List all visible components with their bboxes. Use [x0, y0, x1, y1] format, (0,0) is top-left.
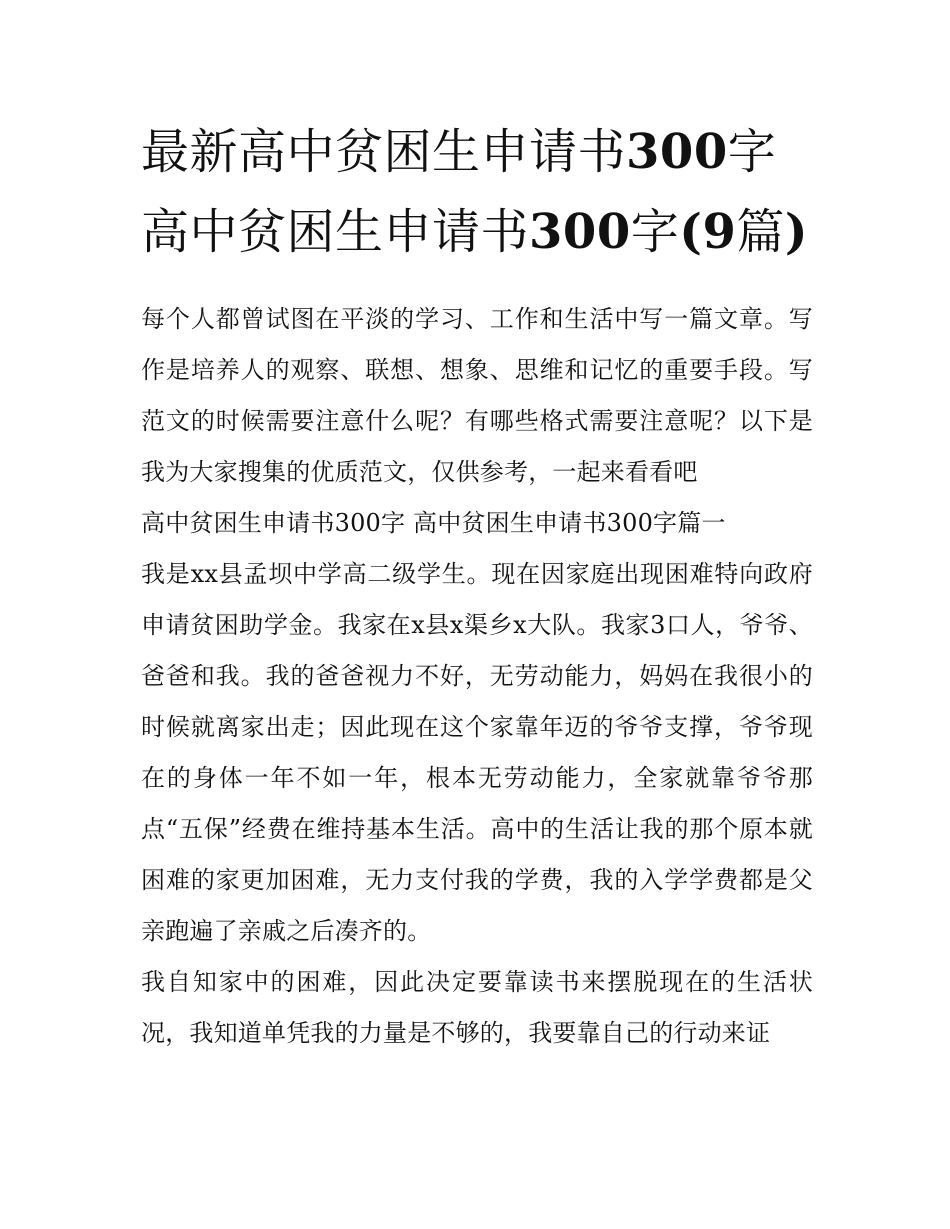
- section-heading: 高中贫困生申请书300字 高中贫困生申请书300字篇一: [141, 509, 726, 537]
- body-paragraph-1: 我是xx县孟坝中学高二级学生。现在因家庭出现困难特向政府申请贫困助学金。我家在x县x渠乡x大队。我家3口人，爷爷、爸爸和我。我的爸爸视力不好，无劳动能力，妈妈在我很小的时候就离家出走；因此现在这个家靠年迈的爷爷支撑，爷爷现在的身体一年不如一年，根本无劳动能力，全家就靠爷爷那点“五保”经费在维持基本生活。高中的生活让我的那个原本就困难的家更加困难，无力支付我的学费，我的入学学费都是父亲跑遍了亲戚之后凑齐的。: [141, 560, 813, 945]
- document-page: [141, 112, 813, 1059]
- document-body: [141, 294, 813, 1059]
- body-paragraph-2: 我自知家中的困难，因此决定要靠读书来摆脱现在的生活状况，我知道单凭我的力量是不够的，我要靠自己的行动来证: [141, 968, 813, 1047]
- document-title: 最新高中贫困生申请书300字高中贫困生申请书300字(9篇): [141, 124, 809, 260]
- intro-paragraph: 每个人都曾试图在平淡的学习、工作和生活中写一篇文章。写作是培养人的观察、联想、想象、思维和记忆的重要手段。写范文的时候需要注意什么呢？有哪些格式需要注意呢？以下是我为大家搜集的优质范文，仅供参考，一起来看看吧: [141, 305, 813, 486]
